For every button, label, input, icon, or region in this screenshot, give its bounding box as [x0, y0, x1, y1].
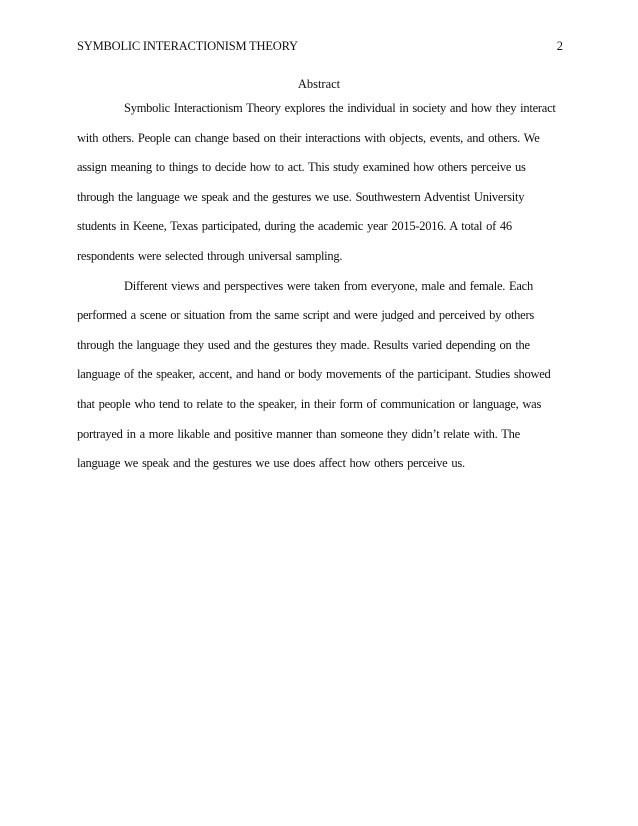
paragraph-2-line-3: through the language they used and the gestures they made. Results varied depending on the: [77, 337, 530, 352]
page-header: [77, 36, 563, 56]
paragraph-2-line-4: language of the speaker, accent, and hand or body movements of the participant. Studies showed: [77, 367, 551, 382]
paragraph-2-line-1: Different views and perspectives were taken from everyone, male and female. Each: [124, 278, 533, 293]
paragraph-1-line-6: respondents were selected through universal sampling.: [77, 248, 343, 263]
running-head: SYMBOLIC INTERACTIONISM THEORY: [77, 39, 298, 53]
abstract-body: [77, 98, 565, 483]
paragraph-1-line-3: assign meaning to things to decide how to act. This study examined how others perceive us: [77, 160, 526, 175]
paragraph-2-line-2: performed a scene or situation from the same script and were judged and perceived by others: [77, 308, 535, 323]
paragraph-2-line-5: that people who tend to relate to the speaker, in their form of communication or language, was: [77, 396, 542, 411]
paragraph-1-line-5: students in Keene, Texas participated, during the academic year 2015-2016. A total of 46: [77, 219, 512, 234]
paragraph-2-line-6: portrayed in a more likable and positive manner than someone they didn’t relate with. The: [77, 426, 520, 441]
paragraph-1-line-1: Symbolic Interactionism Theory explores the individual in society and how they interact: [124, 101, 556, 115]
paragraph-2-line-7: language we speak and the gestures we use does affect how others perceive us.: [77, 456, 465, 471]
section-title: Abstract: [297, 77, 341, 91]
page-number: 2: [556, 39, 563, 53]
paragraph-1-line-4: through the language we speak and the gestures we use. Southwestern Adventist University: [77, 189, 525, 204]
paragraph-1-line-2: with others. People can change based on their interactions with objects, events, and others. We: [77, 130, 540, 145]
